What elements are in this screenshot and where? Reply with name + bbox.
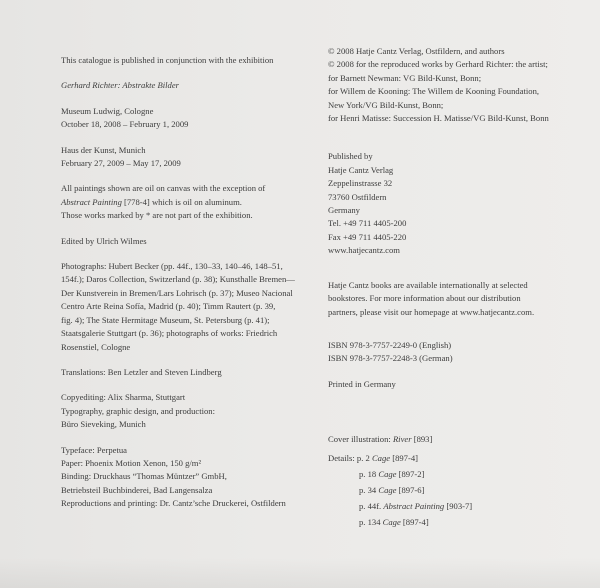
publisher-line: 73760 Ostfildern — [328, 191, 387, 202]
details-label: Details: — [328, 452, 355, 463]
details-page: p. 134 — [359, 516, 383, 527]
right-column — [328, 45, 596, 530]
publisher-website: www.hatjecantz.com — [328, 245, 400, 256]
translations-credit: Translations: Ben Letzler and Steven Lindberg — [61, 366, 222, 377]
publisher-line: Germany — [328, 205, 360, 216]
details-title: Cage — [382, 516, 401, 527]
cover-prefix: Cover illustration: — [328, 434, 393, 445]
details-title: Cage — [371, 452, 391, 463]
details-title: Abstract Painting — [383, 500, 445, 511]
note-line: All paintings shown are oil on canvas with the exception of — [61, 183, 266, 194]
details-number: [897-4] — [400, 516, 429, 527]
cover-title: River — [392, 434, 412, 445]
photo-credit-line: 154f.); Daros Collection, Switzerland (p. 38); Kunsthalle Bremen— — [61, 274, 295, 285]
photo-credit-line: Centro Arte Reina Sofía, Madrid (p. 40); Timm Rautert (p. 39, — [61, 301, 276, 312]
publisher-phone: Tel. +49 711 4405-200 — [328, 218, 407, 229]
details-item — [328, 498, 596, 514]
left-column — [61, 54, 316, 511]
details-item — [328, 514, 596, 530]
details-page: p. 18 — [359, 468, 379, 479]
editorial-credits — [61, 391, 316, 431]
venue-dates: October 18, 2008 – February 1, 2009 — [61, 119, 189, 130]
copyright-line: for Barnett Newman: VG Bild-Kunst, Bonn; — [328, 72, 482, 83]
copyright-line: © 2008 Hatje Cantz Verlag, Ostfildern, and authors — [328, 46, 505, 56]
details-number: [897-6] — [396, 484, 425, 495]
production-line: Binding: Druckhaus “Thomas Müntzer” GmbH, — [61, 471, 227, 482]
details-title: Cage — [378, 484, 397, 495]
publisher-line: Hatje Cantz Verlag — [328, 164, 394, 175]
venue-name: Museum Ludwig, Cologne — [61, 105, 154, 116]
details-item — [328, 450, 596, 466]
isbn-block — [328, 339, 596, 366]
isbn-german: ISBN 978-3-7757-2248-3 (German) — [328, 353, 453, 364]
credit-line: Typography, graphic design, and production: — [61, 405, 215, 416]
materials-note — [61, 182, 316, 222]
production-line: Betriebsteil Buchbinderei, Bad Langensalza — [61, 484, 213, 495]
photo-credit-line: Photographs: Hubert Becker (pp. 44f., 130–33, 140–46, 148–51, — [61, 261, 283, 272]
intro-text: This catalogue is published in conjunction with the exhibition — [61, 55, 274, 65]
details-page: p. 2 — [356, 452, 372, 463]
copyright-line: New York/VG Bild-Kunst, Bonn; — [328, 99, 444, 110]
distribution-line: Hatje Cantz books are available internationally at selected — [328, 279, 528, 290]
production-line: Reproductions and printing: Dr. Cantz’sche Druckerei, Ostfildern — [61, 498, 286, 509]
venue-cologne — [61, 105, 316, 132]
isbn-english: ISBN 978-3-7757-2249-0 (English) — [328, 339, 452, 350]
cover-number: [893] — [411, 434, 433, 445]
copyright-line: for Henri Matisse: Succession H. Matisse/VG Bild-Kunst, Bonn — [328, 113, 549, 124]
editor-credit: Edited by Ulrich Wilmes — [61, 235, 147, 246]
distribution-note — [328, 279, 596, 319]
venue-munich — [61, 144, 316, 171]
photo-credit-line: Staatsgalerie Stuttgart (p. 36); photographs of works: Friedrich — [61, 328, 278, 339]
details-list — [328, 450, 596, 530]
venue-name: Haus der Kunst, Munich — [61, 144, 146, 155]
copyright-line: for Willem de Kooning: The Willem de Kooning Foundation, — [328, 86, 540, 97]
copyright-line: © 2008 for the reproduced works by Gerhard Richter: the artist; — [328, 59, 548, 70]
printed-in: Printed in Germany — [328, 378, 396, 389]
credit-line: Copyediting: Alix Sharma, Stuttgart — [61, 392, 186, 403]
details-page: p. 44f. — [359, 500, 384, 511]
note-line — [61, 196, 316, 209]
details-number: [897-2] — [396, 468, 425, 479]
details-item — [328, 482, 596, 498]
publisher-line: Zeppelinstrasse 32 — [328, 178, 393, 189]
note-line-rest: [778-4] which is oil on aluminum. — [121, 196, 242, 207]
copyright-block — [328, 45, 596, 125]
details-item — [328, 466, 596, 482]
production-line: Paper: Phoenix Motion Xenon, 150 g/m² — [61, 457, 202, 468]
production-line: Typeface: Perpetua — [61, 444, 127, 455]
photo-credit-line: fig. 4); The State Hermitage Museum, St. Petersburg (p. 41); — [61, 314, 270, 325]
details-title: Cage — [378, 468, 397, 479]
details-page: p. 34 — [359, 484, 379, 495]
publisher-line: Published by — [328, 151, 373, 162]
distribution-line: partners, please visit our homepage at www.hatjecantz.com. — [328, 306, 535, 317]
details-number: [903-7] — [444, 500, 473, 511]
venue-dates: February 27, 2009 – May 17, 2009 — [61, 158, 181, 169]
photo-credit-line: Der Kunstverein in Bremen/Lars Lohrisch (p. 37); Museo Nacional — [61, 287, 293, 298]
credit-line: Büro Sieveking, Munich — [61, 419, 146, 430]
photo-credits — [61, 260, 316, 354]
work-title: Abstract Painting — [61, 196, 122, 207]
note-line: Those works marked by * are not part of the exhibition. — [61, 210, 253, 221]
publisher-block — [328, 150, 596, 257]
production-credits — [61, 444, 316, 511]
details-number: [897-4] — [390, 452, 418, 463]
page-bottom-shadow — [0, 558, 600, 588]
publisher-fax: Fax +49 711 4405-220 — [328, 231, 407, 242]
distribution-line: bookstores. For more information about our distribution — [328, 293, 521, 304]
exhibition-title: Gerhard Richter: Abstrakte Bilder — [61, 80, 179, 91]
photo-credit-line: Rosenstiel, Cologne — [61, 341, 131, 352]
cover-illustration — [328, 433, 596, 446]
